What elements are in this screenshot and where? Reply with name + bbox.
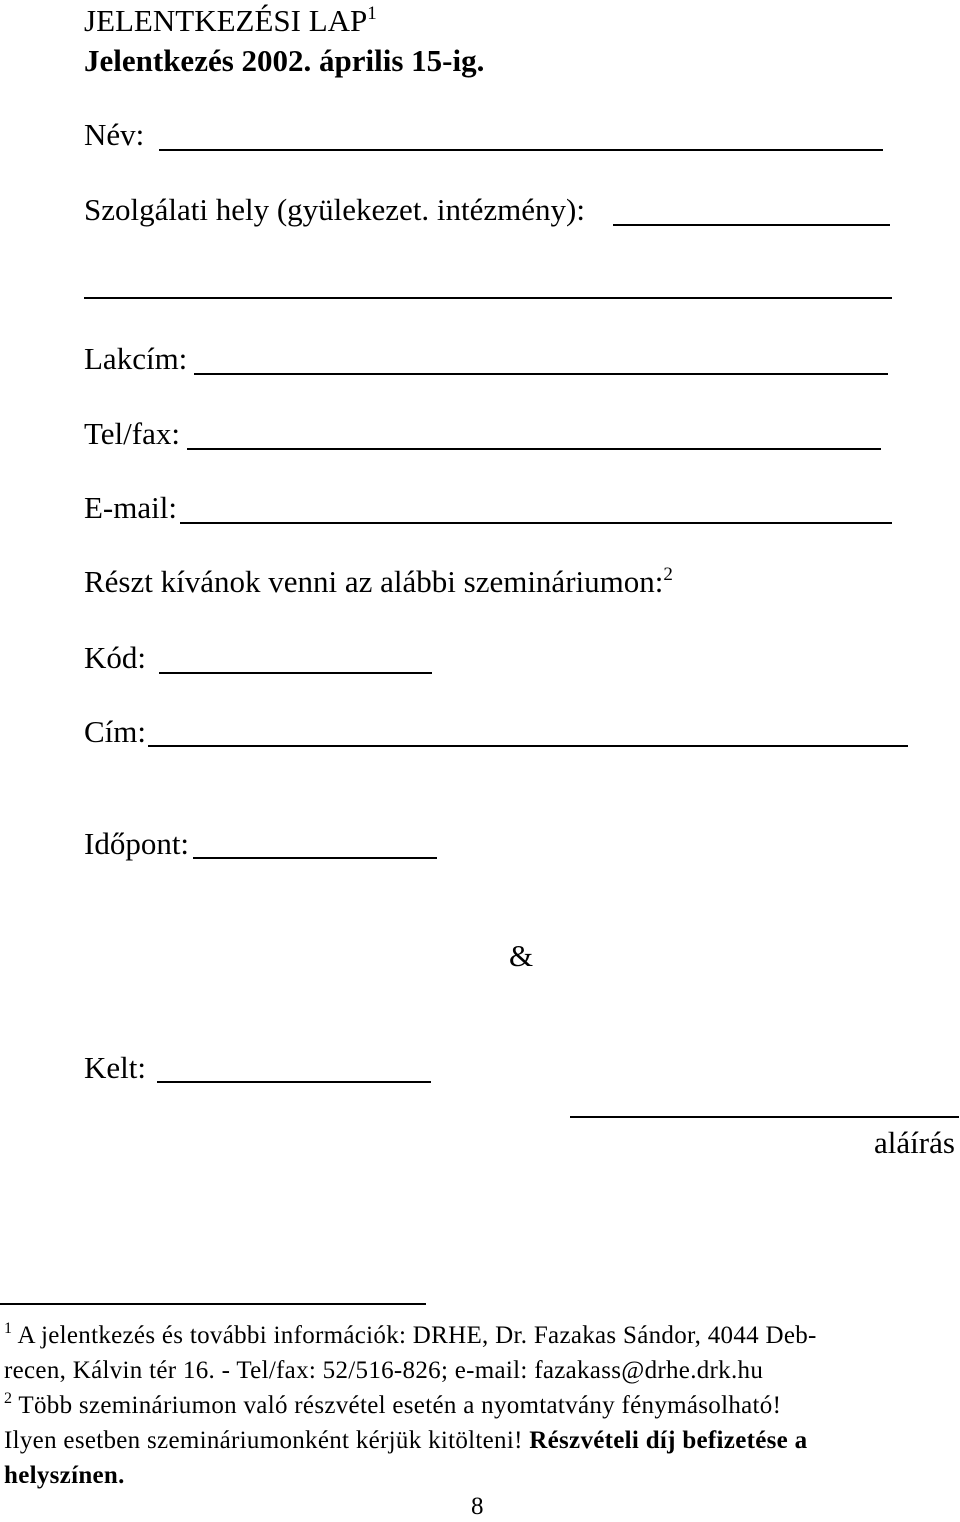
footnote-2-line-3: helyszínen. — [4, 1462, 125, 1489]
signature-blank-line[interactable] — [570, 1116, 959, 1118]
page-number: 8 — [471, 1493, 484, 1520]
name-label: Név: — [84, 117, 145, 152]
footnote-1-marker: 1 — [4, 1320, 13, 1337]
footnote-2-line-1 — [4, 1388, 781, 1423]
footnote-2-text-1: Több szemináriumon való részvétel esetén a nyomtatvány fénymásolható! — [12, 1392, 782, 1419]
workplace-blank-line-2[interactable] — [84, 297, 892, 299]
footnote-separator — [0, 1303, 426, 1305]
footnote-1-line-1 — [4, 1318, 817, 1353]
telfax-label: Tel/fax: — [84, 416, 180, 451]
address-blank-line[interactable] — [194, 373, 888, 375]
seminar-title-blank-line[interactable] — [148, 745, 908, 747]
form-title-text: JELENTKEZÉSI LAP — [84, 3, 368, 38]
deadline-text: Jelentkezés 2002. április 15-ig. — [84, 43, 485, 78]
code-label: Kód: — [84, 640, 146, 675]
code-blank-line[interactable] — [159, 672, 432, 674]
ampersand-mark: & — [509, 938, 534, 973]
footnote-1-text-1: A jelentkezés és további információk: DRHE, Dr. Fazakas Sándor, 4044 Deb- — [12, 1322, 817, 1349]
form-title — [84, 3, 377, 39]
footnote-2-line-2 — [4, 1423, 807, 1458]
address-label: Lakcím: — [84, 341, 188, 376]
seminar-intro-text: Részt kívánok venni az alábbi szemináriumon: — [84, 564, 664, 599]
name-blank-line[interactable] — [159, 149, 883, 151]
footnote-2-marker: 2 — [4, 1390, 13, 1407]
footnote-2-text-plain: Ilyen esetben szemináriumonként kérjük kitölteni! — [4, 1427, 530, 1454]
footnote-1-line-2: recen, Kálvin tér 16. - Tel/fax: 52/516-826; e-mail: fazakass@drhe.drk.hu — [4, 1357, 764, 1384]
email-label: E-mail: — [84, 490, 177, 525]
date-blank-line[interactable] — [157, 1081, 431, 1083]
footnote-ref-2: 2 — [663, 564, 673, 585]
workplace-label: Szolgálati hely (gyülekezet. intézmény): — [84, 192, 585, 227]
footnote-ref-1: 1 — [367, 3, 377, 24]
email-blank-line[interactable] — [180, 522, 892, 524]
workplace-blank-line[interactable] — [613, 224, 890, 226]
date-label: Kelt: — [84, 1050, 146, 1085]
signature-label: aláírás — [874, 1125, 955, 1160]
seminar-title-label: Cím: — [84, 714, 147, 749]
seminar-intro — [84, 564, 673, 600]
telfax-blank-line[interactable] — [187, 448, 881, 450]
time-blank-line[interactable] — [193, 857, 437, 859]
time-label: Időpont: — [84, 826, 190, 861]
footnote-2-text-bold: Részvételi díj befizetése a — [529, 1427, 808, 1454]
